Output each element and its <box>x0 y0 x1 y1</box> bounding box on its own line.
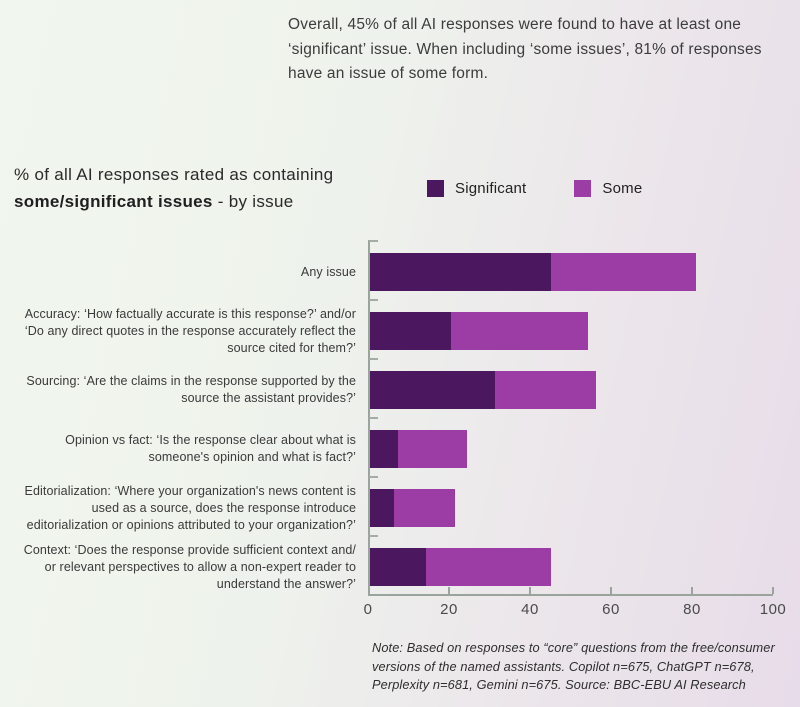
legend-item-significant <box>427 180 526 197</box>
y-axis-tick <box>369 358 378 360</box>
y-axis-tick <box>369 417 378 419</box>
x-axis-tick <box>448 587 450 594</box>
bar-significant-segment <box>370 548 426 586</box>
x-axis-tick <box>529 587 531 594</box>
bar-row <box>0 535 800 594</box>
row-label: Any issue <box>300 264 356 279</box>
chart-title-suffix: - by issue <box>212 192 294 211</box>
bar-track <box>370 489 773 527</box>
bar-significant-segment <box>370 312 451 350</box>
legend-item-some <box>574 180 642 197</box>
bar-track <box>370 371 773 409</box>
legend-swatch-significant <box>427 180 444 197</box>
bar-track <box>370 312 773 350</box>
y-axis-tick <box>369 476 378 478</box>
bar-row <box>0 240 800 299</box>
plot-rows <box>0 240 800 594</box>
bar-track <box>370 253 773 291</box>
source-note: Note: Based on responses to “core” questions from the free/consumer versions of the named assistants. Copilot n=675, ChatGPT n=678, Perplexity n=681, Gemini n=675. Source: BBC-EBU AI Research <box>372 640 775 692</box>
bar-row <box>0 476 800 535</box>
legend-swatch-some <box>574 180 591 197</box>
x-axis-label: 0 <box>363 601 373 618</box>
bar-some-segment <box>426 548 551 586</box>
bar-some-segment <box>398 430 467 468</box>
x-axis-tick <box>691 587 693 594</box>
bar-significant-segment <box>370 253 551 291</box>
legend-label-significant: Significant <box>455 180 527 197</box>
bar-row <box>0 299 800 358</box>
x-axis-tick <box>610 587 612 594</box>
row-label: Opinion vs fact: ‘Is the response clear about what is someone's opinion and what is fact?’ <box>65 433 356 464</box>
x-axis-label: 80 <box>683 601 701 618</box>
y-axis-tick <box>369 240 378 242</box>
x-axis-line <box>368 594 773 596</box>
intro-text: Overall, 45% of all AI responses were found to have at least one ‘significant’ issue. When including ‘some issues’, 81% of responses have an issue of some form. <box>288 16 762 82</box>
bar-track <box>370 548 773 586</box>
row-label: Sourcing: ‘Are the claims in the response supported by the source the assistant provides?’ <box>26 374 356 405</box>
x-axis <box>363 594 787 624</box>
chart-title-line1: % of all AI responses rated as containing <box>14 165 334 184</box>
x-axis-label: 100 <box>759 601 787 618</box>
x-axis-tick <box>772 587 774 594</box>
legend-label-some: Some <box>602 180 643 197</box>
bar-significant-segment <box>370 371 495 409</box>
row-label: Editorialization: ‘Where your organization's news content is used as a source, does the response introduce editorialization or opinions attributed to your organization?’ <box>24 483 356 532</box>
y-axis-tick <box>369 299 378 301</box>
bar-some-segment <box>495 371 596 409</box>
bar-some-segment <box>451 312 588 350</box>
legend <box>427 180 642 197</box>
row-label: Accuracy: ‘How factually accurate is this response?’ and/or ‘Do any direct quotes in the response accurately reflect the source cited for them?’ <box>24 306 356 355</box>
bar-some-segment <box>551 253 696 291</box>
y-axis-tick <box>369 535 378 537</box>
x-axis-label: 40 <box>521 601 539 618</box>
chart-title-bold: some/significant issues <box>14 192 213 211</box>
bar-significant-segment <box>370 430 398 468</box>
bar-row <box>0 417 800 476</box>
bar-significant-segment <box>370 489 394 527</box>
x-axis-label: 60 <box>602 601 620 618</box>
bar-row <box>0 358 800 417</box>
bar-some-segment <box>394 489 454 527</box>
bar-track <box>370 430 773 468</box>
chart-title <box>14 161 333 215</box>
x-axis-label: 20 <box>440 601 458 618</box>
chart-title-line2 <box>14 188 333 215</box>
row-label: Context: ‘Does the response provide sufficient context and/ or relevant perspectives to allow a non-expert reader to understand the answer?’ <box>23 542 356 591</box>
